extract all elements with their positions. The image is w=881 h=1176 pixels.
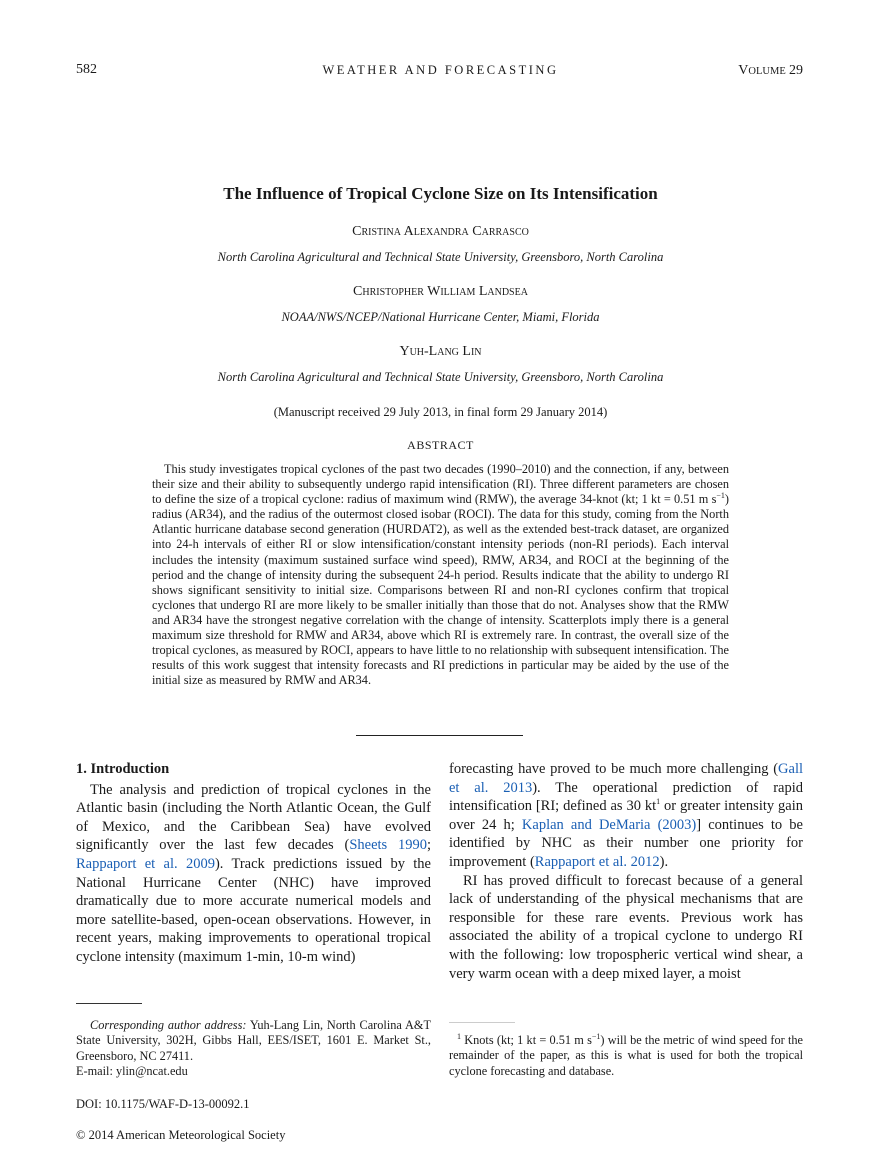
citation-link[interactable]: Rappaport et al. 2009 [76,855,215,872]
citation-link[interactable]: Gall et al. 2013 [449,761,803,796]
paper-title: The Influence of Tropical Cyclone Size on Its Intensification [223,184,658,203]
volume-label: VOLUME 29 [738,63,803,78]
page-number: 582 [76,62,97,77]
abstract-heading: ABSTRACT [407,438,474,452]
footnote-divider [76,1003,142,1004]
citation-link[interactable]: Rappaport et al. 2012 [534,853,660,870]
section-heading: 1. Introduction [76,761,170,777]
author-affiliation: North Carolina Agricultural and Technical State University, Greensboro, North Carolina [217,370,664,384]
author-name: Cristina Alexandra Carrasco [352,224,529,239]
body-paragraph: The analysis and prediction of tropical cyclones in the Atlantic basin (including the North Atlantic Ocean, the Gulf of Mexico, and the Caribbean Sea) have evolved significantly over the last few decades (Sheets 1990; Rappaport et al. 2009). Track predictions issued by the National Hurricane Center (NHC) have improved dramatically due to more accurate numerical models and more satellite-based, open-ocean observations. However, in recent years, making improvements to operational tropical cyclone intensity (maximum 1-min, 10-m wind) [76,781,431,965]
right-column [449,760,803,983]
citation-link[interactable]: Sheets 1990 [349,837,427,854]
author-affiliation: NOAA/NWS/NCEP/National Hurricane Center, Miami, Florida [281,310,600,324]
author-affiliation: North Carolina Agricultural and Technical State University, Greensboro, North Carolina [217,250,664,264]
footnote-divider [449,1022,515,1023]
abstract-text: This study investigates tropical cyclones of the past two decades (1990–2010) and the connection, if any, between their size and their ability to subsequently undergo rapid intensification (RI). Three different parameters are chosen to define the size of a tropical cyclone: radius of maximum wind (RMW), the average 34-knot (kt; 1 kt = 0.51 m $s^{-1}$) radius (AR34), and the radius of the outermost closed isobar (ROCI). The data for this study, coming from the North Atlantic hurricane database second generation (HURDAT2), as well as the extended best-track dataset, are organized into 24-h intervals of either RI or slow intensification/constant intensity periods (non-RI periods). Each interval includes the intensity (maximum sustained surface wind speed), RMW, AR34, and ROCI at the beginning of the period and the change of intensity during the subsequent 24-h period. Results indicate that the ability to undergo RI shows significant sensitivity to initial size. Comparisons between RI and non-RI cyclones confirm that tropical cyclones that undergo RI are more likely to be smaller initially than those that do not. Analyses show that the RMW and AR34 have the strongest negative correlation with the change of intensity. Scatterplots imply there is a general maximum size threshold for RMW and AR34, above which RI is extremely rare. In contrast, the overall size of the tropical cyclones, as measured by ROCI, appears to have little to no relationship with subsequent intensification. The results of this work suggest that intensity forecasts and RI predictions in particular may be aided by the use of the initial size as measured by RMW and AR34. [152,462,729,688]
doi: DOI: 10.1175/WAF-D-13-00092.1 [76,1097,250,1111]
footnote-1: $^1$ Knots (kt; 1 kt = 0.51 m $s^{-1}$) will be the metric of wind speed for the remainder of the paper, as this is what is used for both the tropical cyclone forecasting and database. [449,1031,803,1078]
body-paragraph: forecasting have proved to be much more challenging (Gall et al. 2013). The operational prediction of rapid intensification [RI; defined as 30 $kt^1$ or greater intensity gain over 24 h; Kaplan and DeMaria (2003)] continues to be identified by NHC as their number one priority for improvement (Rappaport et al. 2012). [449,761,803,870]
footnote-marker[interactable]: 1 [656,797,661,807]
author-name: Christopher William Landsea [353,284,528,299]
copyright: © 2014 American Meteorological Society [76,1128,286,1142]
journal-name: WEATHER AND FORECASTING [322,63,559,77]
citation-link[interactable]: Kaplan and DeMaria (2003) [521,816,697,833]
section-divider [356,735,523,736]
manuscript-note: (Manuscript received 29 July 2013, in final form 29 January 2014) [273,405,608,419]
body-paragraph: RI has proved difficult to forecast because of a general lack of understanding of the physical mechanisms that are responsible for these rare events. Previous work has associated the ability of a tropical cyclone to undergo RI with the following: low tropospheric vertical wind shear, a very warm ocean with a deep mixed layer, a moist [449,872,803,982]
corresponding-author-footnote: Corresponding author address: Yuh-Lang Lin, North Carolina A&T State University, 302H, Gibbs Hall, EES/ISET, 1601 E. Market St., Greensboro, NC 27411. E-mail: ylin@ncat.edu [76,1018,431,1078]
left-column [76,760,431,967]
author-name: Yuh-Lang Lin [399,344,482,359]
author-email: E-mail: ylin@ncat.edu [76,1063,188,1078]
